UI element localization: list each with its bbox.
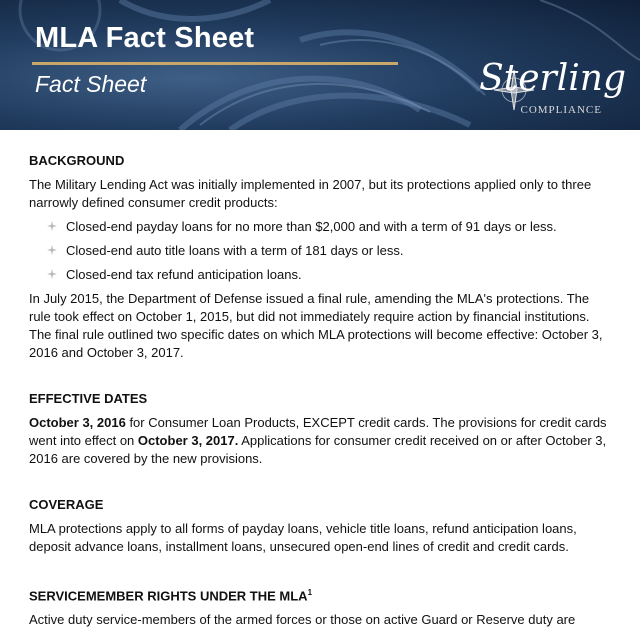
coverage-heading: COVERAGE [29,497,104,512]
header-banner [0,0,640,130]
background-body: In July 2015, the Department of Defense issued a final rule, amending the MLA's protections. The rule took effect on October 1, 2015, but did not immediately require action by financial institutions. The final rule outlined two specific dates on which MLA protections will become effective: October 3, 2016 and October 3, 2017. [29,291,603,360]
background-heading: BACKGROUND [29,153,125,168]
product-list [29,218,614,284]
rights-heading: SERVICEMEMBER RIGHTS UNDER THE MLA$^1$ [29,588,313,604]
bullet-icon [47,221,57,231]
footnote-marker: 1 [307,588,313,597]
list-item-text: Closed-end auto title loans with a term of 181 days or less. [66,243,404,258]
date-credit-cards: October 3, 2017. [137,433,239,448]
logo-subtitle: COMPLIANCE [520,104,602,116]
effective-dates-heading: EFFECTIVE DATES [29,391,148,406]
bullet-icon [47,245,57,255]
page-title: MLA Fact Sheet [35,22,255,54]
bullet-icon [47,269,57,279]
date-consumer-loans: October 3, 2016 [29,415,126,430]
list-item [29,266,614,284]
effective-dates-body: October 3, 2016 for Consumer Loan Products, EXCEPT credit cards. The provisions for credit cards went into effect on October 3, 2017. Applications for consumer credit received on or after October 3, 2016 are covered by the new provisions. [29,415,607,466]
rights-body: Active duty service-members of the armed forces or those on active Guard or Reserve duty are [29,612,576,628]
title-divider [32,62,398,65]
list-item [29,218,614,236]
list-item [29,242,614,260]
list-item-text: Closed-end payday loans for no more than $2,000 and with a term of 91 days or less. [66,219,557,234]
logo-name: Sterling [479,58,626,99]
page-subtitle: Fact Sheet [35,71,147,97]
sterling-logo [479,58,632,128]
document-body [29,152,614,635]
background-intro: The Military Lending Act was initially implemented in 2007, but its protections applied only to three narrowly defined consumer credit products: [29,177,592,210]
coverage-body: MLA protections apply to all forms of payday loans, vehicle title loans, refund anticipation loans, deposit advance loans, installment loans, unsecured open-end lines of credit and credit cards. [29,521,577,554]
list-item-text: Closed-end tax refund anticipation loans. [66,267,302,282]
